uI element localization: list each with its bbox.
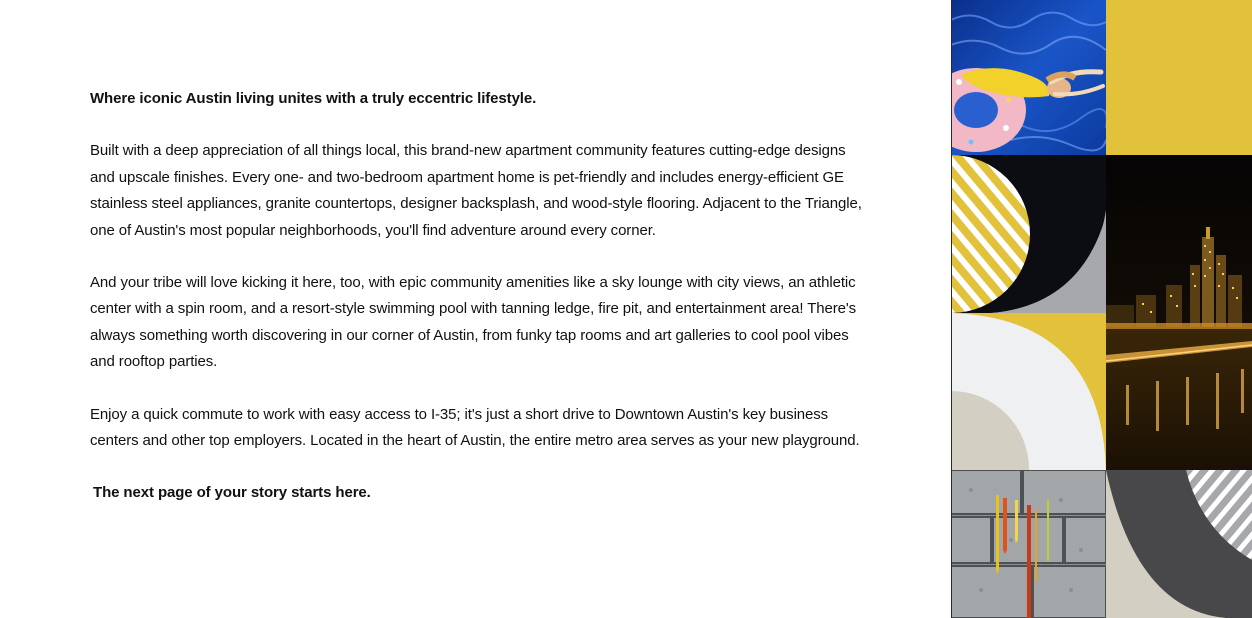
grey-arcs-graphic [1106,470,1252,618]
description-copy [90,86,870,507]
yellow-block [1106,0,1252,155]
collage-divider [951,0,952,618]
concentric-arcs-graphic [951,313,1106,470]
image-collage [951,0,1252,618]
striped-semicircle-graphic [951,155,1106,313]
paragraph-intro: Built with a deep appreciation of all things local, this brand-new apartment community features cutting-edge designs and upscale finishes. Every one- and two-bedroom apartment home is pet-friendly and includes energy-efficient GE stainless steel appliances, granite countertops, designer backsplash, and wood-style flooring. Adjacent to the Triangle, one of Austin's most popular neighborhoods, you'll find adventure around every corner. [90,142,862,239]
city-skyline-night-photo [1106,155,1252,470]
paragraph-amenities: And your tribe will love kicking it here, too, with epic community amenities like a sky lounge with city views, an athletic center with a spin room, and a resort-style swimming pool with tanning ledge, fire pit, and entertainment area! There's always something worth discovering in our corner of Austin, from funky tap rooms and art galleries to cool pool vibes and rooftop parties. [90,274,857,371]
closing-tagline: The next page of your story starts here. [93,484,371,502]
painted-stone-wall-photo [951,470,1106,618]
paragraph-location: Enjoy a quick commute to work with easy access to I-35; it's just a short drive to Downtown Austin's key business centers and other top employers. Located in the heart of Austin, the entire metro area serves as your new playground. [90,405,860,450]
headline: Where iconic Austin living unites with a truly eccentric lifestyle. [90,90,537,107]
pool-photo [951,0,1106,155]
